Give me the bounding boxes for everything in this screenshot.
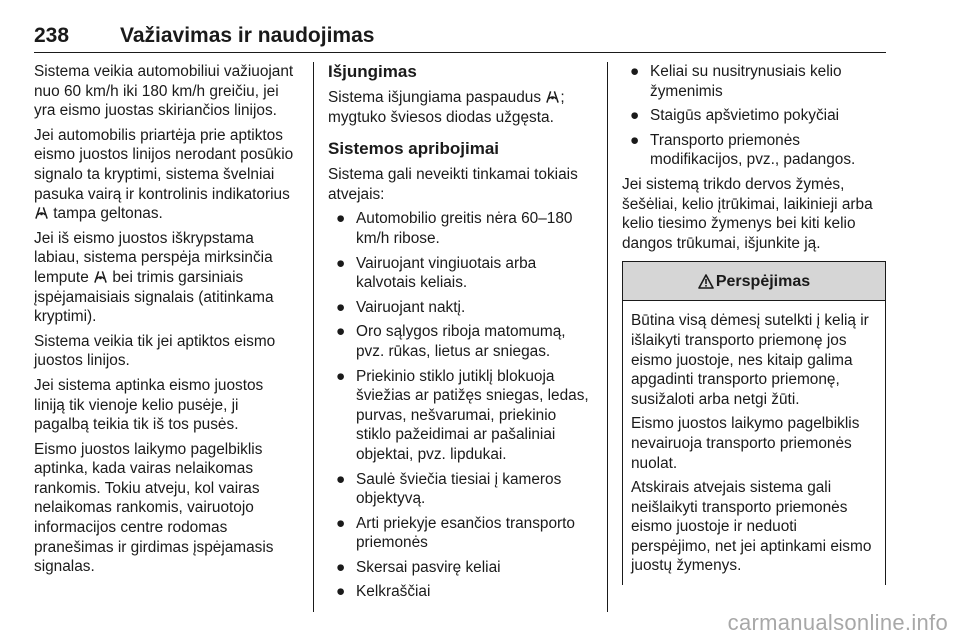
warning-body (623, 301, 885, 585)
column-1 (34, 62, 296, 582)
section-heading: Išjungimas (328, 62, 417, 81)
paragraph: Eismo juostos laikymo pagelbiklis aptinka, kada vairas nelaikomas rankomis. Tokiu atveju, kol vairas nelaikomas rankomis, vairuotojo informacijos centre rodomas pranešimas ir girdimas įspėjamasis signalas. (34, 440, 274, 576)
paragraph: Sistema išjungiama paspaudus ; mygtuko šviesos diodas užgęsta. (328, 89, 565, 126)
paragraph: Sistema veikia automobiliui važiuojant nuo 60 km/h iki 180 km/h greičiu, jei yra eismo juostas skiriančios linijos. (34, 63, 294, 120)
paragraph: Sistema gali neveikti tinkamai tokiais atvejais: (328, 166, 578, 203)
column-divider (607, 62, 608, 612)
paragraph: Būtina visą dėmesį sutelkti į kelią ir išlaikyti transporto priemonę jos eismo juostoje, nes kitaip galima apgadinti transporto priemonę, susižaloti arba netgi žūti. (631, 312, 869, 408)
list-item: ● Staigūs apšvietimo pokyčiai (630, 107, 840, 125)
warning-header (623, 262, 885, 301)
watermark: carmanualsonline.info (727, 610, 948, 635)
warning-title: Perspėjimas (715, 272, 811, 290)
paragraph: Eismo juostos laikymo pagelbiklis nevairuoja transporto priemonės nuolat. (631, 415, 860, 472)
paragraph: Atskirais atvejais sistema gali neišlaikyti transporto priemonės eismo juostoje ir neduoti perspėjimo, net jei aptinkami eismo juostų žymenys. (631, 479, 872, 575)
paragraph: Sistema veikia tik jei aptiktos eismo juostos linijos. (34, 332, 276, 370)
list-item: ● Kelkraščiai (336, 583, 431, 601)
column-divider (313, 62, 314, 612)
column-3 (622, 62, 886, 585)
list-item: ● Vairuojant vingiuotais arba kalvotais keliais. (336, 254, 537, 292)
page-title: Važiavimas ir naudojimas (120, 24, 375, 47)
lane-keep-assist-icon (545, 90, 560, 104)
paragraph: Jei sistemą trikdo dervos žymės, šešėliai, kelio įtrūkimai, laikinieji arba kelio tiesimo žymenys bei kiti kelio dangos trūkumai, išjunkite ją. (622, 175, 873, 252)
warning-box (622, 261, 886, 585)
list-item: ● Skersai pasvirę keliai (336, 558, 501, 576)
page-header (34, 22, 886, 53)
list-item: ● Automobilio greitis nėra 60–180 km/h ribose. (336, 210, 573, 247)
list-item: ● Priekinio stiklo jutiklį blokuoja šviežias ar patižęs sniegas, ledas, purvas, nešvarumai, priekinio stiklo pažeidimai ar pašaliniai objektai, pvz. lipdukai. (336, 367, 589, 463)
page-number: 238 (34, 24, 70, 47)
list-item: ● Keliai su nusitrynusiais kelio žymenimis (630, 63, 842, 100)
paragraph: Jei iš eismo juostos iškrypstama labiau, sistema perspėja mirksinčia lempute bei trimis garsiniais įspėjamaisiais signalais (atitinkama kryptimi). (34, 229, 274, 326)
column-2 (328, 62, 590, 607)
limitations-list (328, 209, 590, 602)
warning-triangle-icon (698, 274, 714, 289)
list-item: ● Oro sąlygos riboja matomumą, pvz. rūkas, lietus ar sniegas. (336, 323, 566, 360)
limitations-list-continued (622, 62, 886, 170)
section-heading: Sistemos apribojimai (328, 139, 499, 159)
list-item: ● Vairuojant naktį. (336, 298, 466, 316)
list-item: ● Transporto priemonės modifikacijos, pvz., padangos. (630, 131, 856, 169)
list-item: ● Arti priekyje esančios transporto priemonės (336, 514, 575, 552)
paragraph: Jei automobilis priartėja prie aptiktos eismo juostos linijos nerodant posūkio signalo ta kryptimi, sistema švelniai pasuka vairą ir kontrolinis indikatorius tampa geltonas. (34, 126, 294, 223)
lane-keep-assist-icon (34, 206, 49, 220)
lane-keep-assist-icon (93, 270, 108, 284)
paragraph: Jei sistema aptinka eismo juostos liniją tik vienoje kelio pusėje, ji pagalbą teikia tik iš tos pusės. (34, 376, 264, 434)
list-item: ● Saulė šviečia tiesiai į kameros objektyvą. (336, 470, 562, 508)
